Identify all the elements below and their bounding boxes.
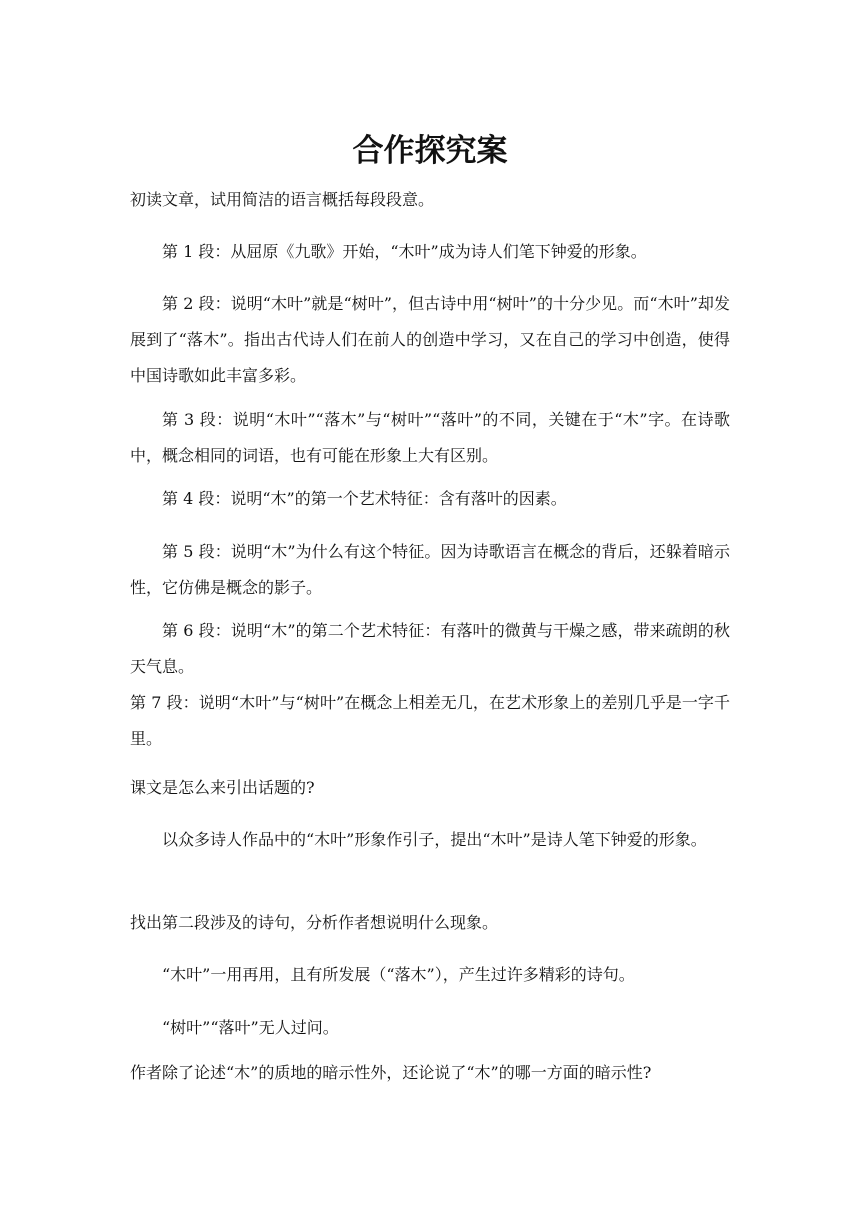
answer-shuye-luoye: “树叶”“落叶”无人过问。	[162, 1018, 339, 1037]
paragraph-7-summary: 第 7 段：说明“木叶”与“树叶”在概念上相差无几，在艺术形象上的差别几乎是一字千里。	[130, 693, 730, 748]
paragraph-2-summary: 第 2 段：说明“木叶”就是“树叶”，但古诗中用“树叶”的十分少见。而“木叶”却发展到了“落木”。指出古代诗人们在前人的创造中学习，又在自己的学习中创造，使得中国诗歌如此丰富多彩。	[130, 294, 730, 385]
answer-topic-introduction: 以众多诗人作品中的“木叶”形象作引子，提出“木叶”是诗人笔下钟爱的形象。	[162, 830, 707, 849]
question-topic-introduction: 课文是怎么来引出话题的?	[130, 778, 315, 797]
paragraph-4-summary: 第 4 段：说明“木”的第一个艺术特征：含有落叶的因素。	[162, 489, 567, 508]
paragraph-6-summary: 第 6 段：说明“木”的第二个艺术特征：有落叶的微黄与干燥之感，带来疏朗的秋天气息。	[130, 621, 730, 676]
answer-muye-poems: “木叶”一用再用，且有所发展（“落木”），产生过许多精彩的诗句。	[162, 965, 635, 984]
question-summary: 初读文章，试用简洁的语言概括每段段意。	[130, 190, 435, 209]
paragraph-3-summary: 第 3 段：说明“木叶”“落木”与“树叶”“落叶”的不同，关键在于“木”字。在诗歌中，概念相同的词语，也有可能在形象上大有区别。	[130, 410, 730, 465]
page-title: 合作探究案	[352, 132, 508, 169]
question-mu-implication: 作者除了论述“木”的质地的暗示性外，还论说了“木”的哪一方面的暗示性?	[130, 1063, 652, 1082]
paragraph-1-summary: 第 1 段：从屈原《九歌》开始，“木叶”成为诗人们笔下钟爱的形象。	[162, 242, 647, 261]
question-second-paragraph-poems: 找出第二段涉及的诗句，分析作者想说明什么现象。	[130, 913, 499, 932]
paragraph-5-summary: 第 5 段：说明“木”为什么有这个特征。因为诗歌语言在概念的背后，还躲着暗示性，它仿佛是概念的影子。	[130, 542, 730, 597]
